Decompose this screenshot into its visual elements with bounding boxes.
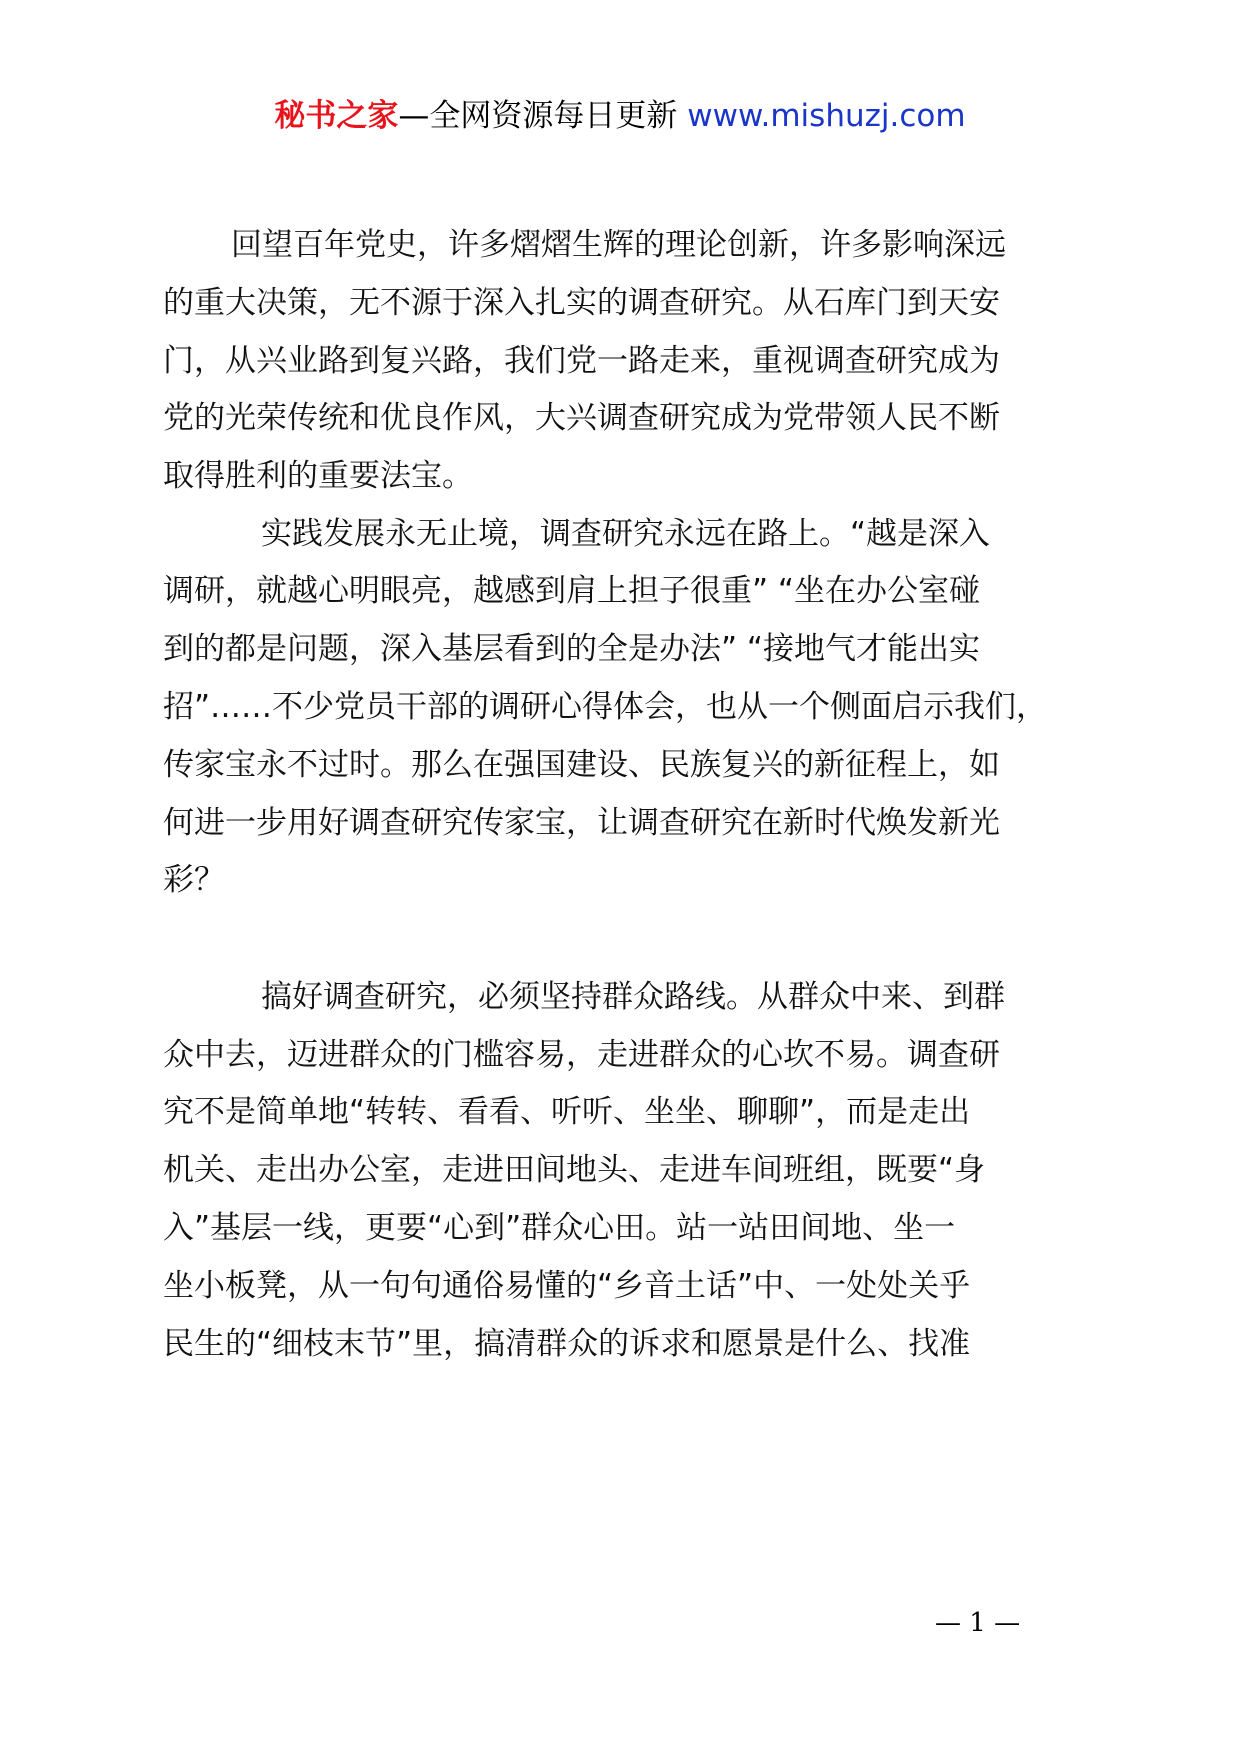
text-line: 民生的“细枝末节”里，搞清群众的诉求和愿景是什么、找准 [163,1326,971,1362]
site-url[interactable]: www.mishuzj.com [687,98,966,134]
site-header [0,96,1240,136]
site-tagline: —全网资源每日更新 [398,98,678,134]
text-line: 坐小板凳，从一句句通俗易懂的“乡音土话”中、一处处关乎 [163,1268,971,1304]
text-line: 招”……不少党员干部的调研心得体会，也从一个侧面启示我们， [163,689,1048,725]
text-line: 到的都是问题，深入基层看到的全是办法” “接地气才能出实 [163,631,980,667]
text-line: 何进一步用好调查研究传家宝，让调查研究在新时代焕发新光 [163,805,1000,841]
text-line: 彩？ [163,862,225,898]
text-line: 传家宝永不过时。那么在强国建设、民族复兴的新征程上，如 [163,747,1000,783]
text-line: 回望百年党史，许多熠熠生辉的理论创新，许多影响深远 [231,227,1006,263]
text-line: 党的光荣传统和优良作风，大兴调查研究成为党带领人民不断 [163,400,1000,436]
site-brand-name: 秘书之家 [274,98,399,134]
text-line: 取得胜利的重要法宝。 [163,458,473,494]
text-line: 究不是简单地“转转、看看、听听、坐坐、聊聊”，而是走出 [163,1094,971,1130]
text-line: 的重大决策，无不源于深入扎实的调查研究。从石库门到天安 [163,285,1000,321]
text-line: 调研，就越心明眼亮，越感到肩上担子很重” “坐在办公室碰 [163,573,980,609]
text-line: 实践发展永无止境，调查研究永远在路上。“越是深入 [261,516,991,552]
text-line: 门，从兴业路到复兴路，我们党一路走来，重视调查研究成为 [163,343,1000,379]
text-line: 众中去，迈进群众的门槛容易，走进群众的心坎不易。调查研 [163,1037,1000,1073]
text-line: 搞好调查研究，必须坚持群众路线。从群众中来、到群 [261,979,1005,1015]
text-line: 入”基层一线，更要“心到”群众心田。站一站田间地、坐一 [163,1210,956,1246]
text-line: 机关、走出办公室，走进田间地头、走进车间班组，既要“身 [163,1152,986,1188]
page-number: — 1 — [935,1608,1021,1638]
